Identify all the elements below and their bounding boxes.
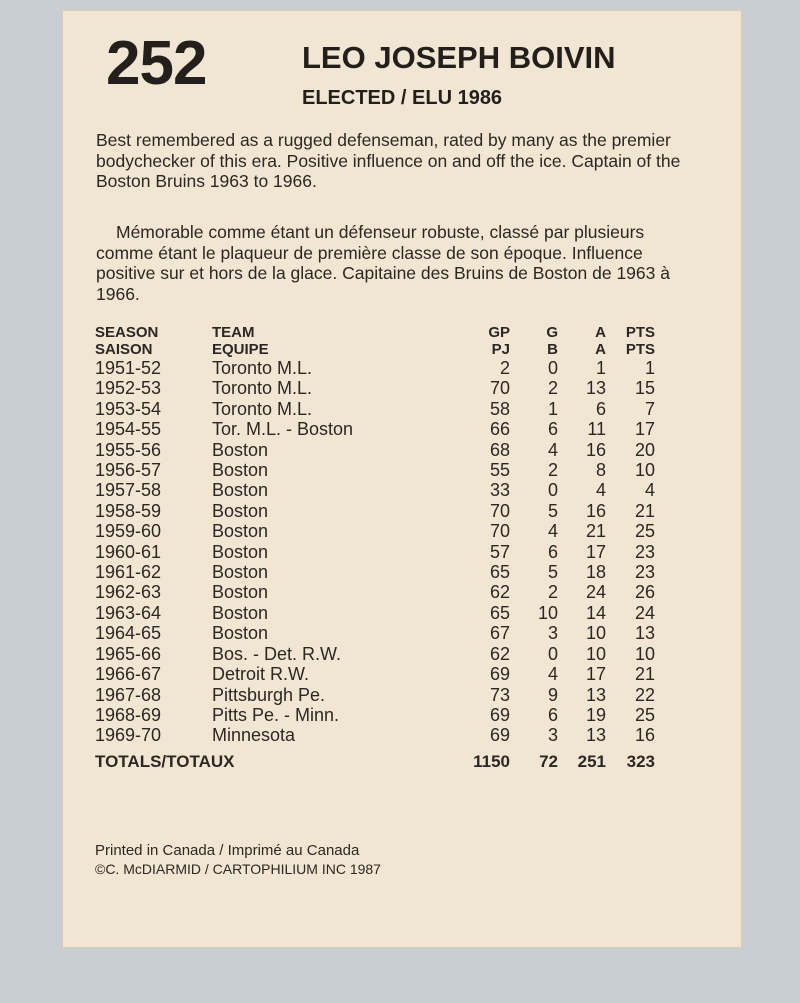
cell-season: 1969-70: [95, 725, 162, 746]
stats-row: [95, 440, 655, 460]
header-pts: PTS PTS: [625, 324, 655, 358]
cell-pts: 23: [634, 541, 655, 562]
career-stats-table: [95, 318, 655, 772]
cell-a: 17: [585, 541, 606, 562]
cell-g: 6: [547, 419, 558, 440]
stats-row: [95, 664, 655, 684]
cell-season: 1967-68: [95, 684, 162, 705]
cell-season: 1955-56: [95, 439, 162, 460]
cell-season: 1957-58: [95, 480, 162, 501]
cell-pts: 15: [634, 378, 655, 399]
cell-g: 0: [547, 480, 558, 501]
cell-g: 5: [547, 500, 558, 521]
cell-a: 13: [585, 378, 606, 399]
stats-row: [95, 562, 655, 582]
cell-gp: 70: [489, 378, 510, 399]
cell-season: 1964-65: [95, 623, 162, 644]
cell-gp: 2: [499, 358, 510, 378]
cell-g: 5: [547, 562, 558, 583]
cell-team: Minnesota: [212, 725, 296, 746]
cell-team: Boston: [212, 602, 269, 623]
cell-team: Toronto M.L.: [212, 358, 313, 378]
cell-gp: 33: [489, 480, 510, 501]
header-a: A A: [595, 324, 606, 358]
cell-a: 17: [585, 664, 606, 685]
cell-g: 0: [547, 358, 558, 378]
cell-gp: 73: [489, 684, 510, 705]
cell-g: 0: [547, 643, 558, 664]
cell-gp: 69: [489, 704, 510, 725]
cell-season: 1951-52: [95, 358, 162, 378]
cell-a: 4: [595, 480, 606, 501]
cell-pts: 4: [644, 480, 655, 501]
cell-a: 16: [585, 439, 606, 460]
cell-season: 1965-66: [95, 643, 162, 664]
cell-g: 4: [547, 521, 558, 542]
cell-season: 1968-69: [95, 704, 162, 725]
totals-g: 72: [539, 751, 558, 771]
cell-gp: 62: [489, 582, 510, 603]
cell-pts: 24: [634, 602, 655, 623]
copyright: ©C. McDIARMID / CARTOPHILIUM INC 1987: [95, 861, 381, 877]
stats-header-row: [95, 318, 655, 358]
stats-row: [95, 644, 655, 664]
cell-season: 1960-61: [95, 541, 162, 562]
cell-pts: 25: [634, 704, 655, 725]
cell-gp: 68: [489, 439, 510, 460]
cell-g: 9: [547, 684, 558, 705]
cell-team: Bos. - Det. R.W.: [212, 643, 342, 664]
cell-g: 2: [547, 582, 558, 603]
stats-body: [95, 358, 655, 746]
printed-in: Printed in Canada / Imprimé au Canada: [95, 842, 360, 859]
cell-gp: 55: [489, 460, 510, 481]
card-number: 252: [106, 29, 207, 98]
player-name: LEO JOSEPH BOIVIN: [302, 40, 616, 75]
cell-team: Boston: [212, 623, 269, 644]
elected-year: ELECTED / ELU 1986: [302, 87, 503, 109]
stats-row: [95, 685, 655, 705]
totals-row: [95, 746, 655, 772]
cell-g: 3: [547, 725, 558, 746]
cell-team: Pitts Pe. - Minn.: [212, 704, 340, 725]
cell-gp: 70: [489, 521, 510, 542]
cell-a: 10: [585, 643, 606, 664]
cell-season: 1963-64: [95, 602, 162, 623]
cell-pts: 1: [644, 358, 655, 378]
cell-gp: 58: [489, 398, 510, 419]
cell-season: 1966-67: [95, 664, 162, 685]
stats-row: [95, 378, 655, 398]
cell-team: Pittsburgh Pe.: [212, 684, 326, 705]
bio-english: Best remembered as a rugged defenseman, rated by many as the premier bodychecker of this era. Positive influence on and off the ice. Captain of the Boston Bruins 1963 to 1966.: [96, 130, 681, 191]
cell-g: 2: [547, 460, 558, 481]
cell-gp: 70: [489, 500, 510, 521]
cell-gp: 69: [489, 664, 510, 685]
cell-a: 13: [585, 684, 606, 705]
header-team: TEAM EQUIPE: [212, 324, 269, 358]
cell-pts: 16: [634, 725, 655, 746]
cell-a: 1: [595, 358, 606, 378]
cell-team: Boston: [212, 460, 269, 481]
cell-gp: 62: [489, 643, 510, 664]
stats-row: [95, 480, 655, 500]
cell-a: 10: [585, 623, 606, 644]
cell-team: Toronto M.L.: [212, 378, 313, 399]
totals-gp: 1150: [473, 751, 510, 771]
stats-row: [95, 705, 655, 725]
cell-g: 1: [547, 398, 558, 419]
cell-a: 16: [585, 500, 606, 521]
totals-pts: 323: [626, 751, 655, 771]
cell-a: 24: [585, 582, 606, 603]
cell-gp: 65: [489, 602, 510, 623]
cell-pts: 7: [644, 398, 655, 419]
cell-team: Toronto M.L.: [212, 398, 313, 419]
cell-team: Detroit R.W.: [212, 664, 310, 685]
cell-pts: 17: [634, 419, 655, 440]
cell-pts: 13: [634, 623, 655, 644]
cell-pts: 26: [634, 582, 655, 603]
cell-team: Boston: [212, 439, 269, 460]
bio-french: Mémorable comme étant un défenseur robuste, classé par plusieurs comme étant le plaqueur de première classe de son époque. Influence positive sur et hors de la glace. Capitaine des Bruins de Boston de 1963 à 1966.: [96, 222, 670, 304]
cell-season: 1961-62: [95, 562, 162, 583]
stats-row: [95, 725, 655, 745]
cell-team: Boston: [212, 480, 269, 501]
cell-season: 1956-57: [95, 460, 162, 481]
cell-a: 14: [585, 602, 606, 623]
cell-team: Boston: [212, 562, 269, 583]
cell-pts: 25: [634, 521, 655, 542]
cell-a: 6: [595, 398, 606, 419]
stats-row: [95, 419, 655, 439]
cell-season: 1953-54: [95, 398, 162, 419]
cell-a: 19: [585, 704, 606, 725]
cell-a: 18: [585, 562, 606, 583]
cell-season: 1952-53: [95, 378, 162, 399]
header-gp: GP PJ: [488, 324, 510, 358]
cell-season: 1959-60: [95, 521, 162, 542]
cell-a: 21: [585, 521, 606, 542]
cell-pts: 22: [634, 684, 655, 705]
cell-a: 13: [585, 725, 606, 746]
stats-row: [95, 501, 655, 521]
cell-season: 1958-59: [95, 500, 162, 521]
stats-row: [95, 582, 655, 602]
cell-g: 10: [537, 602, 558, 623]
header-season: SEASON SAISON: [95, 324, 159, 358]
cell-g: 4: [547, 439, 558, 460]
cell-team: Boston: [212, 521, 269, 542]
cell-team: Tor. M.L. - Boston: [212, 419, 354, 440]
cell-pts: 21: [634, 500, 655, 521]
card-footer: [95, 842, 381, 878]
cell-pts: 10: [634, 460, 655, 481]
cell-gp: 66: [489, 419, 510, 440]
stats-row: [95, 521, 655, 541]
stats-row: [95, 542, 655, 562]
stats-row: [95, 358, 655, 378]
cell-pts: 21: [634, 664, 655, 685]
totals-a: 251: [577, 751, 606, 771]
cell-season: 1962-63: [95, 582, 162, 603]
cell-g: 4: [547, 664, 558, 685]
cell-pts: 20: [634, 439, 655, 460]
cell-g: 2: [547, 378, 558, 399]
cell-g: 6: [547, 541, 558, 562]
cell-a: 11: [587, 419, 606, 440]
stats-row: [95, 603, 655, 623]
cell-gp: 69: [489, 725, 510, 746]
totals-label: TOTALS/TOTAUX: [95, 751, 235, 771]
header-g: G B: [546, 324, 558, 358]
trading-card-back: [62, 10, 742, 948]
cell-gp: 65: [489, 562, 510, 583]
cell-pts: 23: [634, 562, 655, 583]
cell-g: 3: [547, 623, 558, 644]
stats-row: [95, 623, 655, 643]
cell-season: 1954-55: [95, 419, 162, 440]
cell-a: 8: [595, 460, 606, 481]
cell-g: 6: [547, 704, 558, 725]
cell-team: Boston: [212, 582, 269, 603]
stats-row: [95, 460, 655, 480]
cell-pts: 10: [634, 643, 655, 664]
cell-team: Boston: [212, 541, 269, 562]
cell-team: Boston: [212, 500, 269, 521]
cell-gp: 57: [489, 541, 510, 562]
cell-gp: 67: [489, 623, 510, 644]
stats-row: [95, 399, 655, 419]
